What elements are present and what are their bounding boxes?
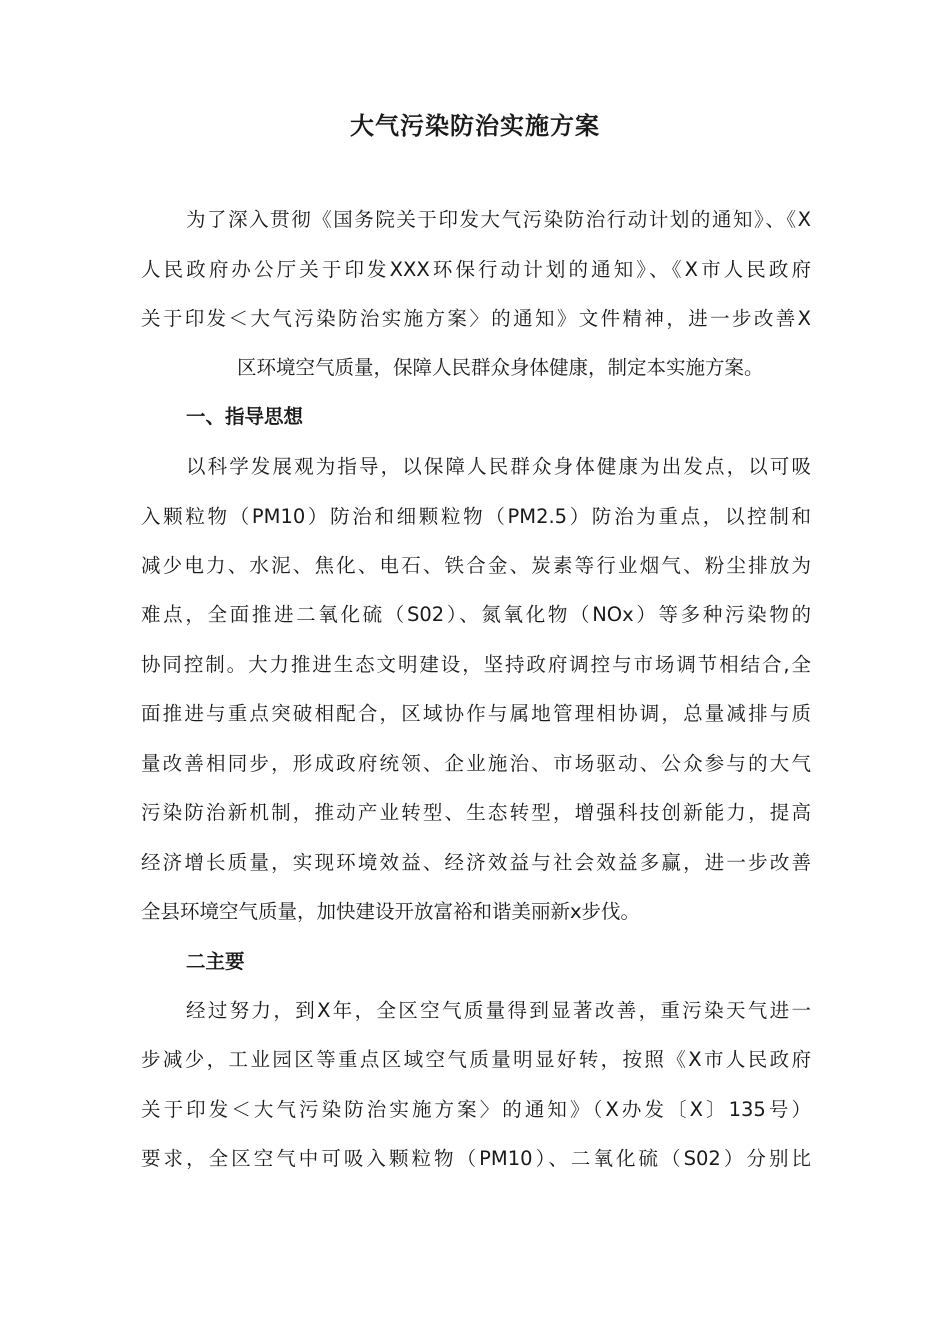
paragraph-line: 协同控制。大力推进生态文明建设，坚持政府调控与市场调节相结合,全	[141, 653, 811, 676]
paragraph-line: 以科学发展观为指导，以保障人民群众身体健康为出发点，以可吸	[186, 455, 811, 478]
paragraph-line: 人民政府办公厅关于印发XXX环保行动计划的通知》、《X市人民政府	[141, 258, 811, 281]
paragraph-line: 步减少，工业园区等重点区域空气质量明显好转，按照《X市人民政府	[141, 1048, 811, 1071]
document-title: 大气污染防治实施方案	[350, 112, 600, 140]
section-heading: 二主要	[186, 950, 245, 973]
paragraph-line: 为了深入贯彻《国务院关于印发大气污染防治行动计划的通知》、《X	[186, 208, 811, 231]
paragraph-line: 区环境空气质量，保障人民群众身体健康，制定本实施方案。	[237, 356, 764, 379]
paragraph-line: 面推进与重点突破相配合，区域协作与属地管理相协调，总量减排与质	[141, 702, 811, 725]
paragraph-line: 经过努力，到X年，全区空气质量得到显著改善，重污染天气进一	[186, 999, 811, 1022]
section-heading: 一、指导思想	[186, 405, 304, 428]
paragraph-line: 量改善相同步，形成政府统领、企业施治、市场驱动、公众参与的大气	[141, 752, 811, 775]
paragraph-line: 减少电力、水泥、焦化、电石、铁合金、炭素等行业烟气、粉尘排放为	[141, 554, 811, 577]
paragraph-line: 污染防治新机制，推动产业转型、生态转型，增强科技创新能力，提高	[141, 801, 811, 824]
paragraph-line: 关于印发＜大气污染防治实施方案〉的通知》文件精神，进一步改善X	[141, 307, 811, 330]
paragraph-line: 全县环境空气质量，加快建设开放富裕和谐美丽新x步伐。	[141, 900, 641, 923]
paragraph-line: 经济增长质量，实现环境效益、经济效益与社会效益多赢，进一步改善	[141, 851, 811, 874]
paragraph-line: 难点，全面推进二氧化硫（S02）、氮氧化物（NOx）等多种污染物的	[141, 603, 811, 626]
paragraph-line: 要求，全区空气中可吸入颗粒物（PM10）、二氧化硫（S02）分别比	[141, 1147, 811, 1170]
paragraph-line: 关于印发＜大气污染防治实施方案〉的通知》（X办发〔X〕135号）	[141, 1098, 811, 1121]
paragraph-line: 入颗粒物（PM10）防治和细颗粒物（PM2.5）防治为重点，以控制和	[141, 505, 811, 528]
